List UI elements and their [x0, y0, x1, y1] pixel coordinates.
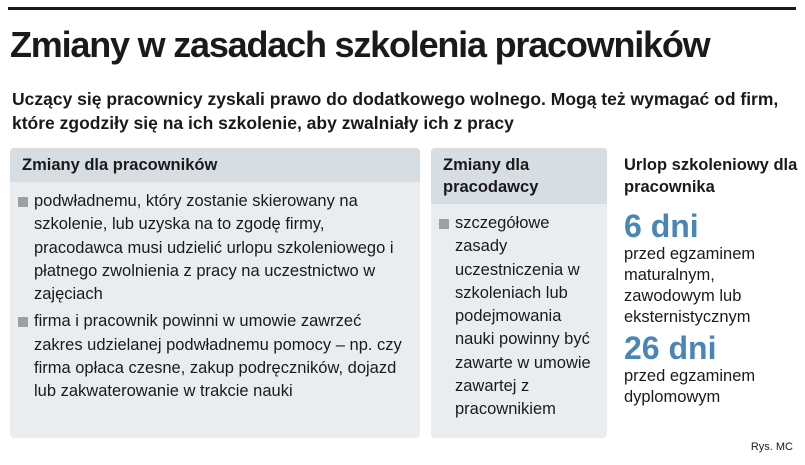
employees-panel	[10, 148, 420, 438]
list-item-text: szczegółowe zasady uczestniczenia w szkoleniach lub podejmowania nauki powinny być zawarte w umowie zawartej z pracownikiem	[455, 214, 591, 419]
list-item	[34, 190, 412, 306]
leave-value-6-days: 6 dni	[624, 208, 699, 244]
leave-panel	[624, 148, 804, 408]
leave-description-26-days: przed egzaminem dyplomowym	[624, 367, 756, 406]
credit: Rys. MC	[750, 441, 793, 453]
employees-heading: Zmiany dla pracowników	[10, 148, 420, 182]
leave-heading: Urlop szkoleniowy dla pracownika	[624, 156, 798, 196]
employees-list	[10, 182, 420, 404]
subtitle: Uczący się pracownicy zyskali prawo do dodatkowego wolnego. Mogą też wymagać od firm, które zgodziły się na ich szkolenie, aby zwalniały ich z pracy	[12, 89, 779, 133]
list-item-text: firma i pracownik powinni w umowie zawrzeć zakres udzielanej podwładnemu pomocy – np. czy firma opłaca czesne, zakup podręczników, dojazd lub zakwaterowanie w trakcie nauki	[34, 312, 402, 401]
employer-list	[431, 204, 607, 422]
leave-description-6-days: przed egzaminem maturalnym, zawodowym lub eksternistycznym	[624, 245, 756, 326]
employer-heading: Zmiany dla pracodawcy	[431, 148, 607, 204]
leave-value-26-days: 26 dni	[624, 330, 717, 366]
top-rule	[8, 7, 796, 10]
page-title: Zmiany w zasadach szkolenia pracowników	[10, 24, 710, 65]
list-item	[34, 310, 412, 403]
employer-panel	[431, 148, 607, 438]
square-bullet-icon	[18, 197, 28, 207]
square-bullet-icon	[439, 219, 449, 229]
square-bullet-icon	[18, 317, 28, 327]
list-item	[455, 212, 601, 422]
list-item-text: podwładnemu, który zostanie skierowany na szkolenie, lub uzyska na to zgodę firmy, pracodawca musi udzielić urlopu szkoleniowego i płatnego zwolnienia z pracy na uczestnictwo w zajęciach	[34, 192, 394, 304]
